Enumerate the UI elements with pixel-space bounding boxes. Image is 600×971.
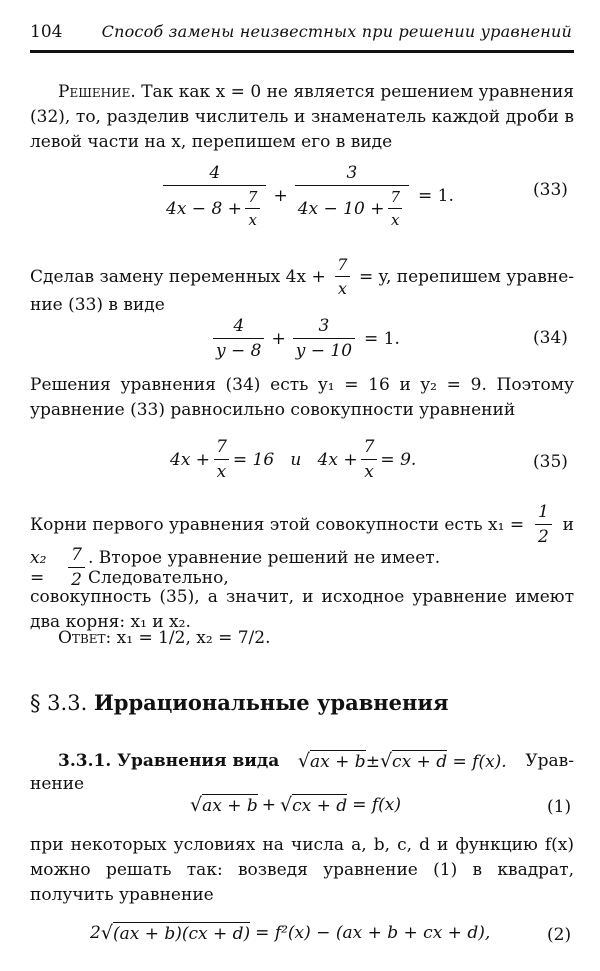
eq35-fraction-2: [361, 437, 378, 482]
eq35-left: 4x +: [170, 449, 211, 470]
eq1-rhs: = f(x): [352, 795, 401, 815]
eq33-num1: 4: [209, 163, 221, 183]
roots-line2-rest: . Второе уравнение решений не имеет. Следовательно,: [88, 547, 441, 588]
eq2-rhs: = f²(x) − (ax + b + cx + d),: [255, 923, 491, 943]
roots-line-3: совокупность (35), а значит, и исходное уравнение имеют два корня: x₁ и x₂.: [30, 587, 574, 632]
eq1-rad2: cx + d: [292, 796, 348, 816]
substitution-text-after: = y, перепишем уравне-: [358, 266, 574, 287]
equation-2: [90, 922, 490, 944]
subsection-formula: [298, 750, 507, 772]
subsection-rhs: = f(x).: [452, 752, 507, 772]
eq35-frac2-num: 7: [363, 437, 375, 457]
subsection-pm: ±: [365, 752, 380, 772]
eq33-inner-frac-1: [245, 188, 261, 229]
substitution-line-1: [30, 255, 574, 298]
roots-frac1-num: 1: [537, 502, 549, 522]
eq34-fraction-2: [293, 316, 355, 361]
subsection-rad1: ax + b: [310, 752, 366, 772]
substitution-line-2: ние (33) в виде: [30, 295, 165, 315]
eq33-fraction-1: [163, 163, 266, 229]
equation-33: [160, 163, 454, 229]
substitution-frac-num: 7: [337, 255, 348, 274]
sqrt-icon: √: [280, 794, 293, 816]
section-title: Иррациональные уравнения: [93, 690, 449, 715]
eq33-inner-frac-2: [387, 188, 403, 229]
roots-frac2-den: 2: [68, 567, 85, 590]
answer-text: : x₁ = 1/2, x₂ = 7/2.: [105, 628, 271, 648]
eq34-number: (34): [533, 328, 568, 348]
eq34-plus: +: [271, 328, 286, 349]
header-rule: [30, 50, 574, 53]
eq2-rad: (ax + b)(cx + d): [112, 924, 251, 944]
section-heading: [30, 690, 449, 715]
eq33-den2-text: 4x − 10 +: [297, 198, 385, 219]
eq35-mid: = 16 и 4x +: [232, 449, 358, 470]
eq34-num1: 4: [233, 316, 245, 336]
solution-label: Решение.: [58, 82, 136, 102]
subsection-heading: [58, 751, 279, 771]
solution-text: Так как x = 0 не является решением уравнения (32), то, разделив числитель и знаменатель каждой дроби в левой части на x, перепишем его в виде: [30, 82, 574, 152]
equation-35: [170, 437, 416, 482]
eq33-den2: [295, 185, 409, 229]
section-number: § 3.3.: [30, 691, 88, 715]
roots-line-2: [30, 545, 574, 590]
substitution-frac-den: x: [335, 276, 350, 298]
subsection-rad2: cx + d: [392, 752, 448, 772]
eq33-inner-den-2: x: [388, 208, 402, 229]
eq1-rad1: ax + b: [202, 796, 258, 816]
roots-x2-label: x₂ =: [30, 547, 47, 588]
roots-fraction-1: [535, 502, 552, 547]
substitution-text-before: Сделав замену переменных 4x +: [30, 266, 326, 287]
subsection-line-1: [58, 750, 574, 772]
eq35-frac1-den: x: [214, 459, 230, 482]
answer-label: Ответ: [58, 628, 106, 648]
eq33-inner-den-1: x: [245, 208, 259, 229]
eq33-den1: [163, 185, 266, 229]
answer-line: [58, 628, 271, 648]
roots-and: и: [562, 514, 574, 535]
eq34-den2: y − 10: [293, 338, 355, 361]
eq33-inner-num-2: 7: [390, 188, 401, 206]
sqrt-icon: √: [190, 794, 203, 816]
roots-line-1: [30, 502, 574, 547]
eq2-coef: 2: [90, 923, 101, 943]
subsection-line-2: нение: [30, 774, 85, 794]
eq33-number: (33): [533, 180, 568, 200]
subsection-title: Уравнения вида: [117, 751, 280, 771]
running-title: Способ замены неизвестных при решении уравнений: [101, 22, 572, 41]
equation-34: [210, 316, 400, 361]
roots-frac2-num: 7: [71, 545, 82, 565]
equation-1: [190, 794, 401, 816]
eq33-rhs: = 1.: [418, 186, 454, 206]
eq35-frac2-den: x: [361, 459, 377, 482]
solution-paragraph: [30, 80, 574, 155]
sqrt-icon: √: [297, 750, 311, 772]
eq35-right: = 9.: [380, 449, 417, 470]
roots-frac1-den: 2: [535, 524, 552, 547]
eq1-number: (1): [547, 797, 572, 817]
eq34-num2: 3: [318, 316, 330, 336]
solutions-paragraph: Решения уравнения (34) есть y₁ = 16 и y₂ = 9. Поэтому уравнение (33) равносильно совокупности уравнений: [30, 375, 574, 420]
eq1-plus: +: [261, 795, 277, 815]
eq34-rhs: = 1.: [364, 328, 400, 349]
substitution-fraction: [334, 255, 350, 298]
eq33-fraction-2: [295, 163, 409, 229]
roots-fraction-2: [68, 545, 85, 590]
eq34-fraction-1: [213, 316, 264, 361]
eq33-den1-text: 4x − 8 +: [166, 198, 242, 219]
sqrt-icon: √: [379, 750, 393, 772]
eq35-number: (35): [533, 452, 568, 472]
eq35-fraction-1: [213, 437, 230, 482]
eq33-num2: 3: [346, 163, 358, 183]
sqrt-icon: √: [100, 922, 113, 944]
page-number: 104: [30, 22, 63, 42]
eq34-den1: y − 8: [213, 338, 264, 361]
subsection-number: 3.3.1.: [58, 751, 112, 771]
subsection-tail: Урав-: [525, 751, 574, 771]
eq2-number: (2): [547, 925, 572, 945]
eq33-plus: +: [273, 186, 288, 206]
method-paragraph: при некоторых условиях на числа a, b, c, d и функцию f(x) можно решать так: возведя уравнение (1) в квадрат, получить уравнение: [30, 835, 574, 905]
roots-line1-text: Корни первого уравнения этой совокупности есть x₁ =: [30, 514, 525, 535]
eq33-inner-num-1: 7: [247, 188, 258, 206]
eq35-frac1-num: 7: [216, 437, 227, 457]
